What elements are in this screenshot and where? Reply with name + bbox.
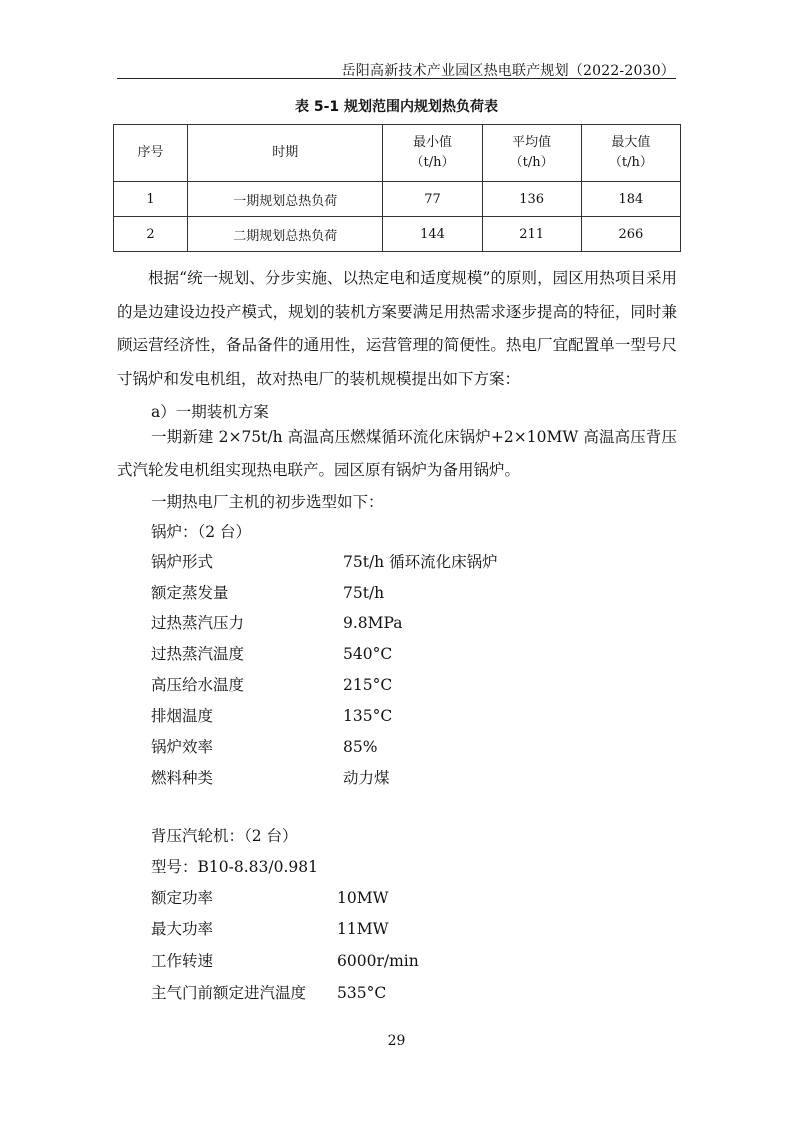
- header-cell-max: [581, 125, 680, 182]
- boiler-spec-row: [151, 644, 393, 664]
- option-a-heading: a）一期装机方案: [151, 403, 269, 421]
- heat-load-table: [113, 124, 681, 252]
- spec-label: 锅炉形式: [151, 553, 214, 571]
- header-cell-index: [114, 125, 188, 182]
- spec-value: 75t/h: [343, 584, 385, 602]
- cell-avg: 136: [482, 182, 581, 217]
- boiler-spec-row: [151, 583, 385, 603]
- spec-label: 锅炉效率: [151, 738, 214, 756]
- cell-min: 77: [383, 182, 482, 217]
- principle-paragraph: 根据“统一规划、分步实施、以热定电和适度规模”的原则，园区用热项目采用的是边建设边投产模式，规划的装机方案要满足用热需求逐步提高的特征，同时兼顾运营经济性，备品备件的通用性，运营管理的简便性。热电厂宜配置单一型号尺寸锅炉和发电机组，故对热电厂的装机规模提出如下方案：: [117, 269, 677, 388]
- page-number: 29: [387, 1033, 406, 1049]
- spec-label: 排烟温度: [151, 707, 214, 725]
- page-header-title: 岳阳高新技术产业园区热电联产规划（2022-2030）: [341, 63, 675, 79]
- selection-intro: 一期热电厂主机的初步选型如下：: [151, 493, 384, 511]
- spec-label: 高压给水温度: [151, 676, 245, 694]
- spec-value: 75t/h 循环流化床锅炉: [343, 553, 498, 571]
- cell-index: 2: [114, 217, 188, 252]
- spec-value: 135°C: [343, 707, 393, 725]
- turbine-title: 背压汽轮机：（2 台）: [151, 827, 298, 845]
- cell-avg: 211: [482, 217, 581, 252]
- header-divider: [117, 78, 676, 79]
- header-cell-min: [383, 125, 482, 182]
- spec-value: 动力煤: [343, 769, 390, 787]
- spec-label: 过热蒸汽压力: [151, 614, 245, 632]
- boiler-spec-row: [151, 675, 393, 695]
- boiler-spec-row: [151, 737, 378, 757]
- boiler-title: 锅炉：（2 台）: [151, 523, 252, 541]
- turbine-spec-row: [151, 919, 389, 939]
- cell-min: 144: [383, 217, 482, 252]
- header-unit: （t/h）: [608, 155, 653, 170]
- turbine-spec-row: [151, 983, 387, 1003]
- spec-value: 6000r/min: [337, 952, 419, 970]
- spec-label: 主气门前额定进汽温度: [151, 984, 307, 1002]
- cell-period: 二期规划总热负荷: [188, 217, 383, 252]
- header-label: 最小值: [412, 135, 452, 150]
- boiler-spec-row: [151, 552, 498, 572]
- spec-label: 最大功率: [151, 920, 214, 938]
- turbine-model: 型号：B10-8.83/0.981: [151, 858, 318, 876]
- header-cell-avg: [482, 125, 581, 182]
- table-caption: 表 5-1 规划范围内规划热负荷表: [294, 99, 499, 115]
- spec-value: 11MW: [337, 920, 389, 938]
- boiler-spec-row: [151, 706, 393, 726]
- header-label: 时期: [272, 145, 299, 160]
- spec-label: 工作转速: [151, 952, 214, 970]
- spec-value: 540°C: [343, 645, 393, 663]
- header-label: 序号: [137, 145, 164, 160]
- table-row: [114, 182, 681, 217]
- table-row: [114, 217, 681, 252]
- cell-max: 266: [581, 217, 680, 252]
- header-label: 平均值: [512, 135, 552, 150]
- cell-index: 1: [114, 182, 188, 217]
- spec-value: 10MW: [337, 889, 389, 907]
- spec-label: 过热蒸汽温度: [151, 645, 245, 663]
- spec-value: 535°C: [337, 984, 387, 1002]
- cell-max: 184: [581, 182, 680, 217]
- boiler-spec-row: [151, 613, 403, 633]
- boiler-spec-row: [151, 768, 390, 788]
- header-unit: （t/h）: [509, 155, 554, 170]
- header-cell-period: [188, 125, 383, 182]
- spec-value: 9.8MPa: [343, 614, 403, 632]
- spec-value: 215°C: [343, 676, 393, 694]
- spec-label: 额定蒸发量: [151, 584, 229, 602]
- spec-value: 85%: [343, 738, 378, 756]
- header-label: 最大值: [611, 135, 651, 150]
- header-unit: （t/h）: [410, 155, 455, 170]
- turbine-spec-row: [151, 888, 389, 908]
- option-a-paragraph: 一期新建 2×75t/h 高温高压燃煤循环流化床锅炉+2×10MW 高温高压背压式汽轮发电机组实现热电联产。园区原有锅炉为备用锅炉。: [117, 428, 677, 479]
- spec-label: 额定功率: [151, 889, 214, 907]
- spec-label: 燃料种类: [151, 769, 214, 787]
- turbine-spec-row: [151, 951, 419, 971]
- cell-period: 一期规划总热负荷: [188, 182, 383, 217]
- table-header-row: [114, 125, 681, 182]
